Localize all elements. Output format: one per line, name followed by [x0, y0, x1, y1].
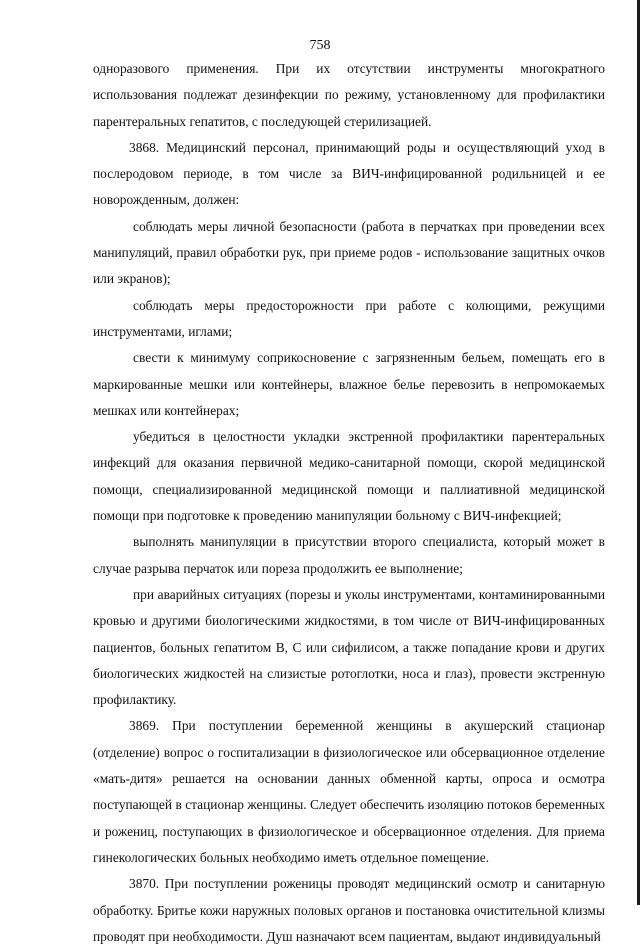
list-item-second-specialist: выполнять манипуляции в присутствии второго специалиста, который может в случае разрыва перчаток или пореза продолжить ее выполнение;: [93, 534, 605, 576]
page-number: 758: [309, 38, 331, 53]
list-item-emergency-kit: убедиться в целостности укладки экстренной профилактики парентеральных инфекций для оказания первичной медико-санитарной помощи, скорой медицинской помощи, специализированной медицинской помощи и паллиативной медицинской помощи при подготовке к проведению манипуляции больному с ВИЧ-инфекцией;: [93, 429, 605, 524]
document-body: [93, 56, 605, 950]
list-item-contaminated-linen: свести к минимуму соприкосновение с загрязненным бельем, помещать его в маркированные мешки или контейнеры, влажное белье перевозить в непромокаемых мешках или контейнерах;: [93, 350, 605, 418]
list-item-emergency-situations: при аварийных ситуациях (порезы и уколы инструментами, контаминированными кровью и другими биологическими жидкостями, в том числе от ВИЧ-инфицированных пациентов, больных гепатитом В, С или сифилисом, а также попадание крови и других биологических жидкостей на слизистые ротоглотки, носа и глаз), провести экстренную профилактику.: [93, 586, 605, 708]
paragraph-3869: 3869. При поступлении беременной женщины в акушерский стационар (отделение) вопрос о госпитализации в физиологическое или обсервационное отделение «мать-дитя» решается на основании данных обменной карты, опроса и осмотра поступающей в стационар женщины. Следует обеспечить изоляцию потоков беременных и рожениц, поступающих в физиологическое и обсервационное отделения. Для приема гинекологических больных необходимо иметь отдельное помещение.: [93, 718, 605, 865]
list-item-sharp-instruments: соблюдать меры предосторожности при работе с колющими, режущими инструментами, иглами;: [93, 297, 605, 339]
paragraph-3868: 3868. Медицинский персонал, принимающий роды и осуществляющий уход в послеродовом периоде, в том числе за ВИЧ-инфицированной родильницей и ее новорожденным, должен:: [93, 139, 605, 208]
list-item-personal-safety: соблюдать меры личной безопасности (работа в перчатках при проведении всех манипуляций, правил обработки рук, при приеме родов - использование защитных очков или экранов);: [93, 218, 605, 287]
paragraph-continuation: одноразового применения. При их отсутствии инструменты многократного использования подлежат дезинфекции по режиму, установленному для профилактики парентеральных гепатитов, с последующей стерилизацией.: [93, 61, 605, 129]
paragraph-3870: 3870. При поступлении роженицы проводят медицинский осмотр и санитарную обработку. Бритье кожи наружных половых органов и постановка очистительной клизмы проводят при необходимости. Душ назначают всем пациентам, выдают индивидуальный: [93, 876, 605, 944]
